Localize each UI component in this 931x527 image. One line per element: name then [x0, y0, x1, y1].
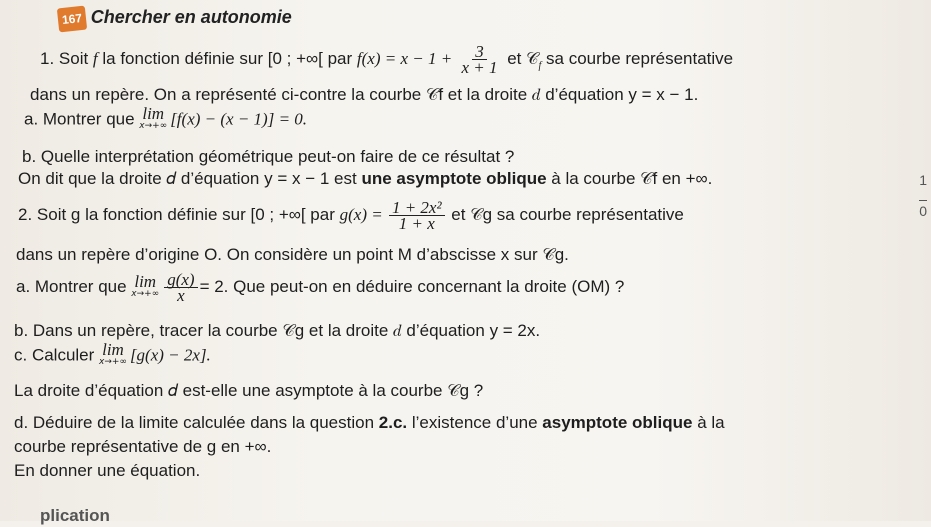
fx-fraction: $\frac{3}{x + 1}$: [461, 42, 498, 77]
part1-intro: 1. Soit f la fonction définie sur [0 ; +∞[ par f(x) = x − 1 + $\frac{3}{x + 1}$ et 𝒞$_f$ sa courbe représentative: [40, 42, 734, 77]
footer-heading-partial: plication: [40, 506, 110, 525]
asymptote-definition: On dit que la droite 𝑑 d’équation y = x − 1 est une asymptote oblique à la courbe 𝒞f en +∞.: [18, 169, 713, 188]
part1-question-a: a. Montrer que lim x→+∞ [f(x) − (x − 1)] = 0.: [24, 104, 308, 131]
part2-question-d-line2: courbe représentative de g en +∞.: [14, 437, 272, 456]
part1-line2: dans un repère. On a représenté ci-contre la courbe 𝒞f et la droite 𝑑 d’équation y = x − 1.: [30, 85, 699, 104]
part2-question-a: a. Montrer que lim x→+∞ $\frac{g(x)}{x}$ = 2. Que peut-on en déduire concernant la droite (OM) ?: [16, 270, 625, 305]
limit-operator: lim x→+∞: [99, 340, 127, 367]
gx-fraction: $\frac{\text{1 + 2x²}}{1 + x}$: [389, 200, 445, 231]
part1-question-b: b. Quelle interprétation géométrique peut-on faire de ce résultat ?: [22, 147, 515, 166]
part2-intro: 2. Soit g la fonction définie sur [0 ; +∞[ par g(x) = $\frac{\text{1 + 2x²}}{1 + x}$ et 𝒞g sa courbe représentative: [18, 198, 684, 233]
part2-question-b: b. Dans un repère, tracer la courbe 𝒞g et la droite 𝑑 d’équation y = 2x.: [14, 321, 541, 340]
exercise-number-badge: 167: [57, 6, 87, 33]
part2-line2: dans un repère d’origine O. On considère un point M d’abscisse x sur 𝒞g.: [16, 245, 569, 264]
part2-question-c-follow: La droite d’équation 𝑑 est-elle une asymptote à la courbe 𝒞g ?: [14, 381, 484, 400]
part2-question-c: c. Calculer lim x→+∞ [g(x) − 2x].: [14, 340, 211, 367]
limit-operator: lim x→+∞: [139, 104, 168, 131]
limit-operator: lim x→+∞: [131, 271, 160, 299]
part2-question-d-line3: En donner une équation.: [14, 461, 201, 480]
gx-over-x-fraction: $\frac{g(x)}{x}$: [164, 272, 197, 303]
exercise-title: Chercher en autonomie: [90, 7, 292, 27]
part2-question-d: d. Déduire de la limite calculée dans la question 2.c. l’existence d’une asymptote oblique à la: [14, 413, 725, 432]
margin-mark-bottom: 0: [919, 200, 927, 219]
exercise-header: [58, 6, 292, 31]
margin-mark-top: 1: [919, 172, 927, 188]
